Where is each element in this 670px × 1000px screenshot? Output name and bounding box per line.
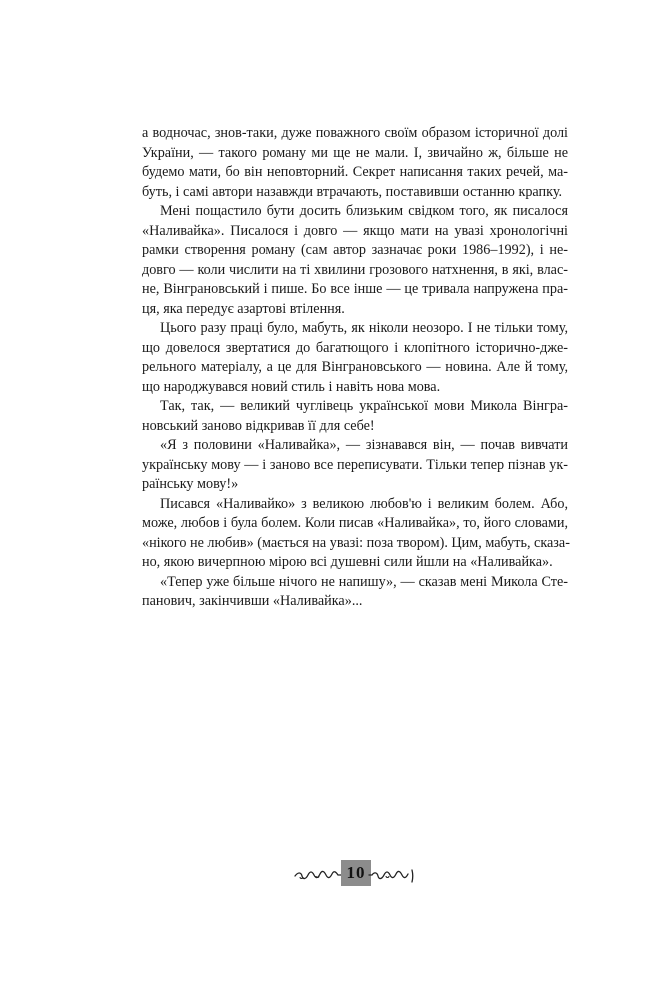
text-line: «Наливайка». Писалося і довго — якщо мати на увазі хронологічні [142, 222, 568, 239]
text-line: «Тепер уже більше нічого не напишу», — сказав мені Микола Сте- [160, 573, 568, 590]
text-line: Цього разу праці було, мабуть, як ніколи неозоро. І не тільки тому, [160, 320, 568, 336]
text-line: може, любов і була болем. Коли писав «Наливайка», то, його словами, [142, 515, 568, 531]
text-line: «Я з половини «Наливайка», — зізнавався він, — почав вивчати [160, 437, 568, 453]
text-line: Так, так, — великий чуглівець української мови Микола Вінгра- [160, 398, 568, 414]
text-line: ця, яка передує азартові втілення. [142, 300, 345, 317]
text-line: раїнську мову!» [142, 476, 239, 492]
left-flourish-ornament [294, 868, 342, 882]
text-line: новський заново відкривав її для себе! [142, 417, 375, 434]
text-line: не, Вінграновський і пише. Бо все інше — це тривала напружена пра- [142, 281, 568, 297]
text-line: будемо мати, бо він неповторний. Секрет написання таких речей, ма- [142, 164, 568, 180]
text-line: а водночас, знов-таки, дуже поважного своїм образом історичної долі [142, 125, 568, 141]
text-line: Писався «Наливайко» з великою любов'ю і великим болем. Або, [160, 495, 568, 512]
text-line: що довелося звертатися до багатющого і клопітного історично-дже- [142, 339, 568, 356]
text-line: но, якою вичерпною мірою всі душевні сили йшли на «Наливайка». [142, 554, 553, 570]
text-line: панович, закінчивши «Наливайка»... [142, 593, 363, 609]
text-line: України, — такого роману ми ще не мали. І, звичайно ж, більше не [142, 144, 568, 161]
text-line: буть, і самі автори назавжди втрачають, поставивши останню крапку. [142, 183, 563, 200]
text-line: українську мову — і заново все переписувати. Тільки тепер пізнав ук- [142, 456, 568, 473]
text-line: що народжувався новий стиль і навіть нова мова. [142, 378, 441, 395]
right-flourish-ornament [368, 868, 418, 884]
body-text [142, 124, 568, 612]
page-number-badge [341, 860, 371, 886]
text-line: рамки створення роману (сам автор зазначає роки 1986–1992), і не- [142, 242, 568, 258]
page-number: 10 [346, 863, 366, 882]
text-line: Мені пощастило бути досить близьким свідком того, як писалося [160, 203, 568, 219]
page-footer [0, 858, 670, 890]
text-line: рельного матеріалу, а це для Вінграновського — новина. Але й тому, [142, 359, 568, 375]
text-line: довго — коли числити на ті хвилини грозового натхнення, в які, влас- [142, 261, 568, 278]
text-line: «нікого не любив» (мається на увазі: поза твором). Цим, мабуть, сказа- [142, 534, 570, 551]
